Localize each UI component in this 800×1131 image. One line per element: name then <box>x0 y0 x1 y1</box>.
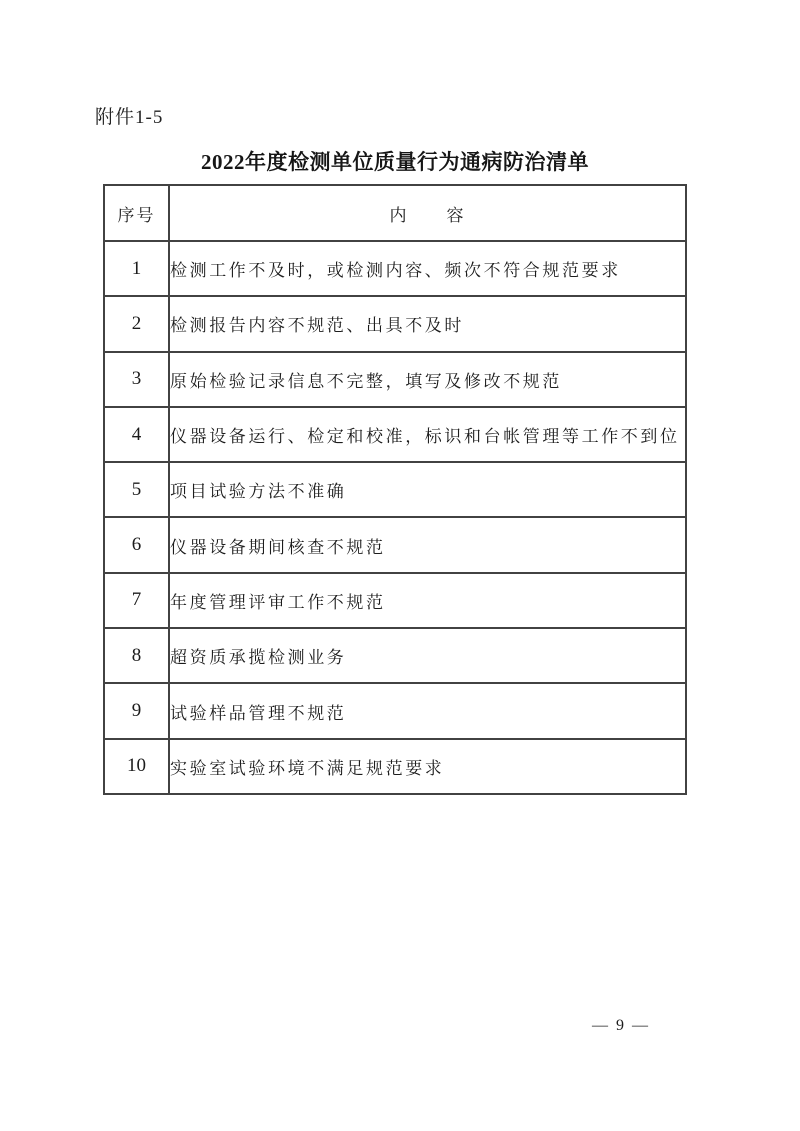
table-header-row <box>104 185 686 241</box>
row-index-cell: 10 <box>104 739 169 794</box>
row-content-cell: 实验室试验环境不满足规范要求 <box>169 739 686 794</box>
row-index-cell: 6 <box>104 517 169 572</box>
row-content-cell: 项目试验方法不准确 <box>169 462 686 517</box>
row-index-cell: 4 <box>104 407 169 462</box>
row-content-cell: 试验样品管理不规范 <box>169 683 686 738</box>
table-row <box>104 241 686 296</box>
table-row <box>104 352 686 407</box>
row-index-cell: 7 <box>104 573 169 628</box>
row-index-cell: 9 <box>104 683 169 738</box>
defect-list-table <box>103 184 687 795</box>
table-row <box>104 683 686 738</box>
row-index-cell: 1 <box>104 241 169 296</box>
table-row <box>104 628 686 683</box>
row-content-cell: 原始检验记录信息不完整，填写及修改不规范 <box>169 352 686 407</box>
header-content: 内 容 <box>169 185 686 241</box>
attachment-label: 附件1-5 <box>95 107 164 128</box>
table-row <box>104 573 686 628</box>
header-index: 序号 <box>104 185 169 241</box>
row-index-cell: 3 <box>104 352 169 407</box>
row-content-cell: 仪器设备期间核查不规范 <box>169 517 686 572</box>
table-row <box>104 739 686 794</box>
table-row <box>104 296 686 351</box>
table-row <box>104 517 686 572</box>
row-content-cell: 仪器设备运行、检定和校准，标识和台帐管理等工作不到位 <box>169 407 686 462</box>
table-row <box>104 407 686 462</box>
row-content-cell: 年度管理评审工作不规范 <box>169 573 686 628</box>
row-index-cell: 2 <box>104 296 169 351</box>
row-content-cell: 检测报告内容不规范、出具不及时 <box>169 296 686 351</box>
row-index-cell: 5 <box>104 462 169 517</box>
row-index-cell: 8 <box>104 628 169 683</box>
row-content-cell: 检测工作不及时，或检测内容、频次不符合规范要求 <box>169 241 686 296</box>
page-title: 2022年度检测单位质量行为通病防治清单 <box>201 150 589 174</box>
table-row <box>104 462 686 517</box>
row-content-cell: 超资质承揽检测业务 <box>169 628 686 683</box>
page-number: — 9 — <box>592 1017 650 1034</box>
